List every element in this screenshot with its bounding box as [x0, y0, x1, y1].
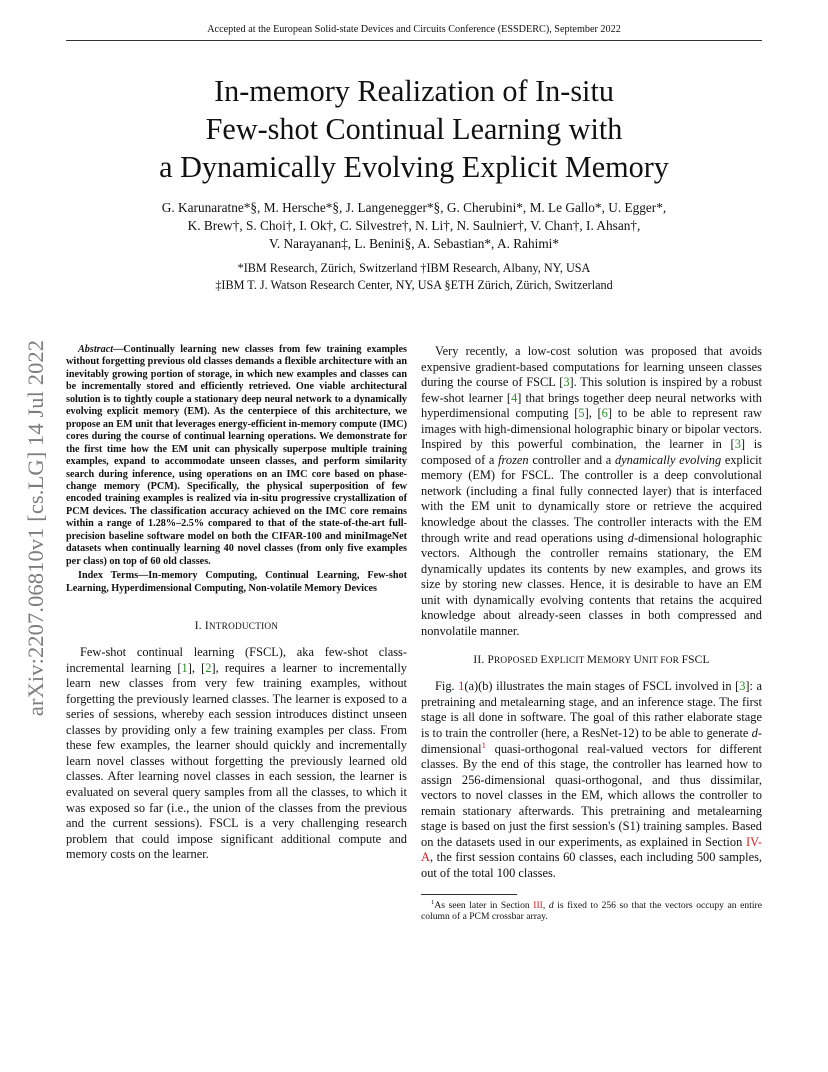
- abstract-text: —Continually learning new classes from few training examples without forgetting previous old classes demands a flexible architecture with an inevitably growing portion of storage, in which new examples and classes can be incrementally stored and efficiently retrieved. One viable architectural solution is to tightly couple a stationary deep neural network to a dynamically evolving explicit memory (EM). As the centerpiece of this architecture, we propose an EM unit that leverages energy-efficient in-memory compute (IMC) cores during the course of continual learning operations. We demonstrate for the first time how the EM unit can physically superpose multiple training examples, expand to accommodate unseen classes, and perform similarity search during inference, using operations on an IMC core based on phase-change memory (PCM). Specifically, the physical superposition of few encoded training examples is realized via in-situ progressive crystallization of PCM devices. The classification accuracy achieved on the IMC core remains within a range of 1.28%–2.5% compared to that of the state-of-the-art full-precision baseline software model on both the CIFAR-100 and miniImageNet datasets when continually learning 40 novel classes (from only five examples per class) on top of 60 old classes.: [66, 344, 407, 567]
- affiliations: [66, 260, 762, 293]
- footnote: $^1$As seen later in Section III, d is fixed to 256 so that the vectors occupy an entire column of a PCM crossbar array.: [421, 898, 762, 922]
- abstract: [66, 344, 407, 568]
- section-heading-proposed-em-unit: II. PROPOSED EXPLICIT MEMORY UNIT FOR FSCL: [473, 654, 710, 667]
- author-line-3: V. Narayanan‡, L. Benini§, A. Sebastian*, A. Rahimi*: [268, 236, 560, 251]
- title-line-2: Few-shot Continual Learning with: [205, 112, 623, 146]
- arxiv-identifier[interactable]: arXiv:2207.06810v1 [cs.LG] 14 Jul 2022: [23, 339, 48, 717]
- footnote-divider: [421, 894, 517, 895]
- citation-link[interactable]: 3: [563, 375, 570, 390]
- index-terms-text: —In-memory Computing, Continual Learning, Few-shot Learning, Hyperdimensional Computing, Non-volatile Memory Devices: [66, 570, 407, 594]
- affiliation-line-2: ‡IBM T. J. Watson Research Center, NY, USA §ETH Zürich, Zürich, Switzerland: [215, 277, 613, 292]
- citation-link[interactable]: 3: [739, 679, 746, 694]
- citation-link[interactable]: 4: [511, 390, 518, 405]
- title-line-1: In-memory Realization of In-situ: [214, 74, 614, 108]
- author-line-1: G. Karunaratne*§, M. Hersche*§, J. Langenegger*§, G. Cherubini*, M. Le Gallo*, U. Egger*,: [161, 200, 667, 215]
- right-column: [421, 344, 762, 923]
- intro-paragraph: Few-shot continual learning (FSCL), aka few-shot class-incremental learning [1], [2], requires a learner to incrementally learn new classes from very few training examples, without forgetting the previously learned classes. The learner is exposed to a series of sessions, whereby each session introduces distinct unseen classes by providing only a few training examples per class. From these few examples, the learner should quickly and incrementally learn novel classes without forgetting the previously learned old classes. After learning novel classes in each session, the learner is evaluated on several query samples from all the classes, to which it was exposed so far (i.e., the union of the classes from the previous and the current sessions). FSCL is a very challenging research problem that could impose significant additional compute and memory costs on the learner.: [66, 645, 407, 862]
- index-terms-lead: Index Terms: [78, 570, 139, 582]
- affiliation-line-1: *IBM Research, Zürich, Switzerland †IBM Research, Albany, NY, USA: [237, 261, 591, 275]
- section-heading-introduction: I. INTRODUCTION: [194, 620, 279, 633]
- figure-link[interactable]: 1: [458, 679, 465, 694]
- running-header: Accepted at the European Solid-state Devices and Circuits Conference (ESSDERC), September 2022: [66, 24, 762, 41]
- citation-link[interactable]: 6: [601, 406, 608, 421]
- citation-link[interactable]: 5: [578, 406, 585, 421]
- citation-link[interactable]: 2: [205, 660, 212, 675]
- index-terms: [66, 570, 407, 595]
- body-paragraph: Fig. 1(a)(b) illustrates the main stages of FSCL involved in [3]: a pretraining and metalearning stage, and an inference stage. The first stage is all done in software. The goal of this rather elaborate stage is to train the controller (here, a ResNet-12) to be able to generate d-dimensional$^1$ quasi-orthogonal real-valued vectors for different classes. By the end of this stage, the controller has learned how to assign 256-dimensional quasi-orthogonal, and thus dissimilar, vectors to novel classes in the EM, which allows the controller to remain stationary afterwards. This pretraining and metalearning stage is based on just the first session's (S1) training samples. Based on the datasets used in our experiments, as explained in Section IV-A, the first session contains 60 classes, each including 500 samples, out of the total 100 classes.: [421, 679, 762, 880]
- citation-link[interactable]: 1: [181, 660, 188, 675]
- section-link[interactable]: III: [533, 899, 543, 911]
- left-column: [66, 344, 407, 863]
- arxiv-sidebar-stamp: [18, 297, 54, 759]
- footnote-link[interactable]: 1: [481, 739, 486, 750]
- author-list: [66, 199, 762, 253]
- author-line-2: K. Brew†, S. Choi†, I. Ok†, C. Silvestre†, N. Li†, N. Saulnier†, V. Chan†, I. Ahsan†,: [187, 218, 641, 233]
- body-paragraph: Very recently, a low-cost solution was proposed that avoids expensive gradient-based computations for learning unseen classes during the course of FSCL [3]. This solution is inspired by a robust few-shot learner [4] that brings together deep neural networks with hyperdimensional computing [5], [6] to be able to represent raw images with high-dimensional holographic binary or bipolar vectors. Inspired by this powerful combination, the learner in [3] is composed of a frozen controller and a dynamically evolving explicit memory (EM) for FSCL. The controller is a deep convolutional network (including a final fully connected layer) that is interfaced with the EM unit to dynamically store or retrieve the acquired knowledge about the classes. The controller interacts with the EM through write and read operations using d-dimensional holographic vectors. Although the controller remains stationary, the EM dynamically updates its contents by new examples, and grows its size by storing new classes. Hence, it is desirable to have an EM unit with dynamically evolving contents that retains the acquired knowledge about already-seen classes in both compressed and nonvolatile manner.: [421, 344, 762, 638]
- abstract-lead: Abstract: [78, 344, 114, 355]
- citation-link[interactable]: 3: [734, 437, 741, 452]
- paper-title: [66, 72, 762, 186]
- title-line-3: a Dynamically Evolving Explicit Memory: [159, 150, 669, 184]
- section-link[interactable]: IV-A: [421, 834, 762, 865]
